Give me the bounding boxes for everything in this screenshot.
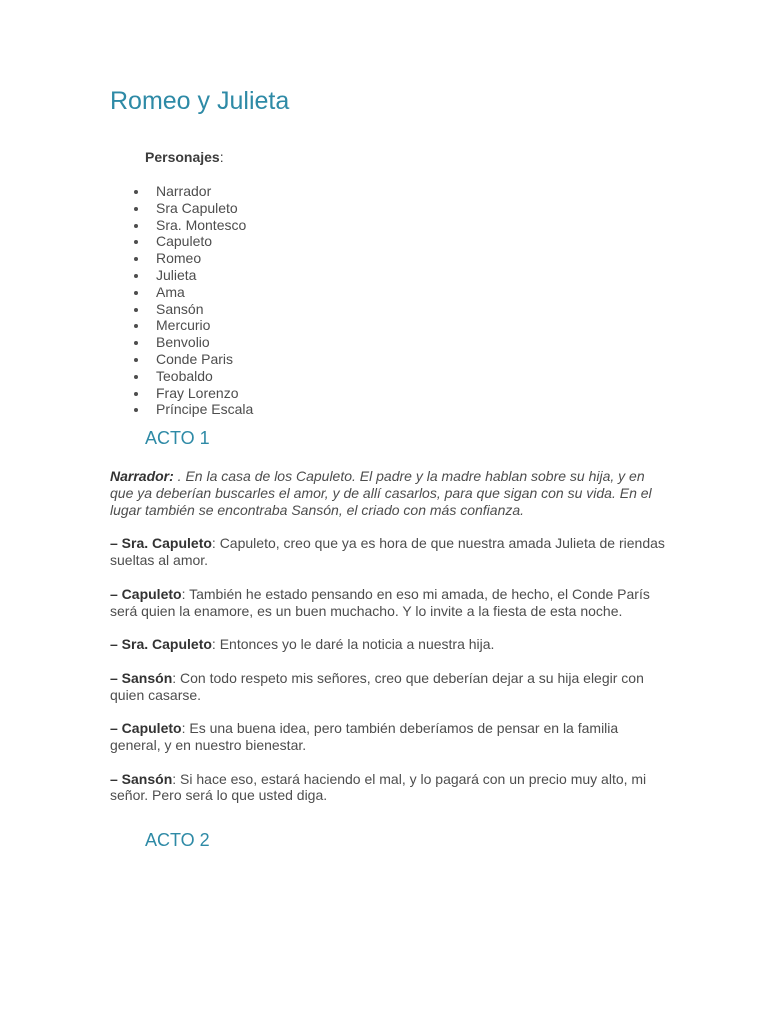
characters-separator: : <box>219 149 224 165</box>
list-item: Julieta <box>110 267 670 284</box>
list-item: Sra Capuleto <box>110 200 670 217</box>
list-item: Benvolio <box>110 334 670 351</box>
line-text: : Entonces yo le daré la noticia a nuestra hija. <box>211 636 495 653</box>
document-title: Romeo y Julieta <box>110 87 290 115</box>
list-item: Mercurio <box>110 317 670 334</box>
list-item: Narrador <box>110 183 670 200</box>
characters-label: Personajes <box>145 149 220 165</box>
list-item: Romeo <box>110 250 670 267</box>
dialogue-line <box>110 636 670 653</box>
line-text: : Si hace eso, estará haciendo el mal, y lo pagará con un precio muy alto, mi señor. Pero será lo que usted diga. <box>110 770 647 804</box>
line-text: : Capuleto, creo que ya es hora de que nuestra amada Julieta de riendas sueltas al amor. <box>110 535 665 569</box>
act-1-dialogue <box>110 468 670 804</box>
list-item: Capuleto <box>110 233 670 250</box>
line-text: : Con todo respeto mis señores, creo que deberían dejar a su hija elegir con quien casarse. <box>110 669 644 703</box>
dialogue-line <box>110 720 670 754</box>
speaker-name: – Sra. Capuleto <box>110 636 212 653</box>
narration-paragraph <box>110 468 670 518</box>
narration-text: . En la casa de los Capuleto. El padre y la madre hablan sobre su hija, y en que ya deberían buscarles el amor, y de allí casarlos, para que sigan con su vida. En el lugar también se encontraba Sansón, el criado con más confianza. <box>110 468 652 518</box>
list-item: Fray Lorenzo <box>110 385 670 402</box>
dialogue-line <box>110 670 670 704</box>
speaker-name: – Sansón <box>110 770 173 787</box>
dialogue-line <box>110 586 670 620</box>
list-item: Teobaldo <box>110 368 670 385</box>
dialogue-line <box>110 771 670 805</box>
list-item: Sansón <box>110 301 670 318</box>
line-text: : También he estado pensando en eso mi amada, de hecho, el Conde París será quien la enamore, es un buen muchacho. Y lo invite a la fiesta de esta noche. <box>110 585 650 619</box>
characters-heading <box>145 148 670 166</box>
speaker-name: – Sra. Capuleto <box>110 535 212 552</box>
speaker-name: – Capuleto <box>110 585 182 602</box>
dialogue-line <box>110 535 670 569</box>
speaker-name: Narrador: <box>110 468 174 485</box>
line-text: : Es una buena idea, pero también deberíamos de pensar en la familia general, y en nuestro bienestar. <box>110 720 619 753</box>
speaker-name: – Capuleto <box>110 720 182 737</box>
list-item: Príncipe Escala <box>110 401 670 418</box>
document-page <box>110 84 670 852</box>
list-item: Sra. Montesco <box>110 217 670 234</box>
act-1-heading: ACTO 1 <box>145 428 210 449</box>
act-2-heading: ACTO 2 <box>145 830 210 851</box>
characters-list <box>110 183 670 418</box>
speaker-name: – Sansón <box>110 669 173 686</box>
list-item: Conde Paris <box>110 351 670 368</box>
list-item: Ama <box>110 284 670 301</box>
